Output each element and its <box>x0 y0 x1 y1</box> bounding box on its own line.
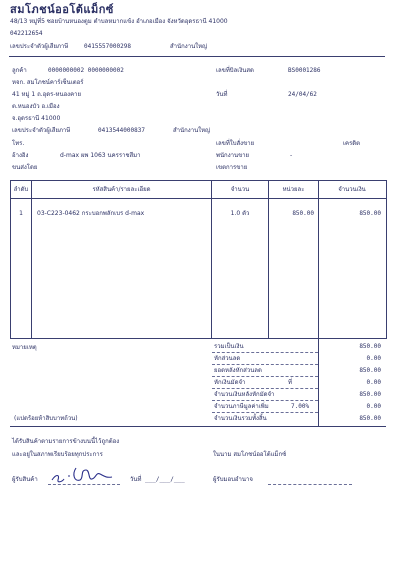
receipt-note-2: และอยู่ในสภาพเรียบร้อยทุกประการ <box>12 451 103 458</box>
header-no: ลำดับ <box>13 186 29 193</box>
summary-underline <box>212 400 318 401</box>
header-unit-price: หน่วยละ <box>282 186 305 193</box>
customer-code-label: ลูกค้า <box>12 67 27 74</box>
seller-label: พนักงานขาย <box>216 152 250 159</box>
summary-mid: ที่ <box>288 379 292 386</box>
customer-address-1: 41 หมู่ 1 ถ.อุดร-หนองคาย <box>12 91 81 98</box>
receiver-label: ผู้รับสินค้า <box>12 476 38 483</box>
row-unit-price: 850.00 <box>292 210 314 217</box>
company-phone: 042212654 <box>10 30 43 37</box>
authorized-label: ผู้รับมอบอำนาจ <box>213 476 253 483</box>
summary-label: จำนวนเงินหลังหักมัดจำ <box>214 391 275 398</box>
customer-name: หจก. สมโภชน์คาร์เซ็นเตอร์ <box>12 79 84 86</box>
receiver-date-label: วันที่ <box>130 476 142 483</box>
table-header-divider <box>10 198 386 199</box>
authorized-signature-line <box>268 484 352 485</box>
header-qty: จำนวน <box>230 186 250 193</box>
doc-no-label: เลขที่บิลเงินสด <box>216 67 254 74</box>
customer-phone-label: โทร. <box>12 140 25 147</box>
summary-label: จำนวนเงินรวมทั้งสิ้น <box>214 415 267 422</box>
header-divider <box>9 56 385 57</box>
col-divider <box>268 180 269 338</box>
summary-label: หักเงินมัดจำ <box>214 379 246 386</box>
summary-mid: 7.00% <box>291 403 310 410</box>
company-tax-id: 0415557000298 <box>84 43 131 50</box>
seller-value: - <box>290 152 293 159</box>
summary-label: จำนวนภาษีมูลค่าเพิ่ม <box>214 403 269 410</box>
row-no: 1 <box>19 210 23 217</box>
customer-tax-label: เลขประจำตัวผู้เสียภาษี <box>12 127 71 134</box>
company-branch: สำนักงานใหญ่ <box>170 43 208 50</box>
company-tax-label: เลขประจำตัวผู้เสียภาษี <box>10 43 69 50</box>
summary-bottom-line <box>10 426 386 427</box>
remark-label: หมายเหตุ <box>12 344 37 351</box>
ref-no-label: เลขที่ใบสั่งขาย <box>216 140 255 147</box>
customer-address-3: จ.อุดรธานี 41000 <box>12 115 61 122</box>
receipt-note-1: ได้รับสินค้าตามรายการข้างบนนี้ไว้ถูกต้อง <box>12 438 120 445</box>
amount-in-words: (แปดร้อยห้าสิบบาทถ้วน) <box>14 415 78 422</box>
doc-no: BS0001286 <box>288 67 321 74</box>
ship-by-label: ขนส่งโดย <box>12 164 38 171</box>
summary-value: 850.00 <box>359 415 381 422</box>
row-description: 03-C223-0462 กระบอกพลักเบร d-max <box>37 210 145 217</box>
customer-remark-label: อ้างอิง <box>12 152 29 159</box>
col-divider <box>211 180 212 338</box>
summary-divider <box>318 338 319 426</box>
summary-underline <box>212 388 318 389</box>
customer-code: 0000000002 0000000002 <box>48 67 124 74</box>
summary-value: 850.00 <box>359 343 381 350</box>
customer-address-2: ต.หนองบัว อ.เมือง <box>12 103 60 110</box>
summary-value: 850.00 <box>359 367 381 374</box>
row-amount: 850.00 <box>359 210 381 217</box>
row-qty: 1.0 ตัว <box>230 210 250 217</box>
summary-underline <box>212 352 318 353</box>
company-address: 48/13 หมู่ที่5 ซอยบ้านหนองตูม ตำบลหมากแข้ง อำเภอเมือง จังหวัดอุดรธานี 41000 <box>10 18 228 25</box>
sales-zone-label: เขตการขาย <box>216 164 248 171</box>
summary-value: 0.00 <box>366 355 381 362</box>
summary-underline <box>212 376 318 377</box>
summary-value: 0.00 <box>366 379 381 386</box>
customer-tax-id: 0413544000837 <box>98 127 145 134</box>
doc-date: 24/04/62 <box>288 91 317 98</box>
company-name: สมโภชน์ออโต้แม็กซ์ <box>10 3 114 16</box>
on-behalf-label: ในนาม สมโภชน์ออโต้แม็กซ์ <box>213 451 287 458</box>
summary-value: 0.00 <box>366 403 381 410</box>
summary-value: 850.00 <box>359 391 381 398</box>
col-divider <box>318 180 319 338</box>
customer-remark: d-max ผพ 1063 นครราชสีมา <box>60 152 141 159</box>
summary-label: หักส่วนลด <box>214 355 241 362</box>
receiver-signature <box>50 464 118 486</box>
header-amount: จำนวนเงิน <box>338 186 366 193</box>
receiver-date-blank: ___/___/___ <box>145 476 185 483</box>
credit-label: เครดิต <box>343 140 361 147</box>
header-description: รหัสสินค้า/รายละเอียด <box>92 186 151 193</box>
customer-branch: สำนักงานใหญ่ <box>173 127 211 134</box>
summary-underline <box>212 364 318 365</box>
col-divider <box>31 180 32 338</box>
summary-underline <box>212 412 318 413</box>
summary-label: ยอดหลังหักส่วนลด <box>214 367 262 374</box>
doc-date-label: วันที่ <box>216 91 228 98</box>
items-table <box>10 180 387 339</box>
summary-label: รวมเป็นเงิน <box>214 343 244 350</box>
